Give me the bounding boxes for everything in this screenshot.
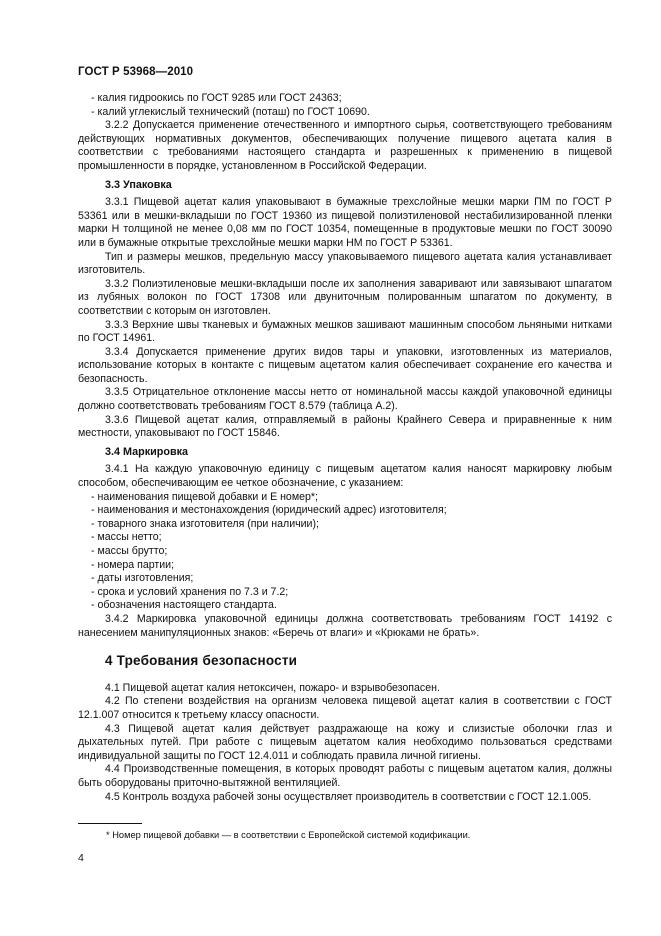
section-heading-4: 4 Требования безопасности	[105, 653, 298, 669]
paragraph-3-3-5: 3.3.5 Отрицательное отклонение массы нетто от номинальной массы каждой упаковочной единицы должно соответствовать требованиям ГОСТ 8.579 (таблица А.2).	[78, 386, 612, 413]
paragraph-3-3-1: 3.3.1 Пищевой ацетат калия упаковывают в бумажные трехслойные мешки марки ПМ по ГОСТ Р 53361 или в мешки-вкладыши по ГОСТ 19360 из пищевой полиэтиленовой нестабилизированной пленки марки Н толщиной не менее 0,08 мм по ГОСТ 10354, помещенные в продуктовые мешки по ГОСТ 30090 или в бумажные открытые трехслойные мешки марки НМ по ГОСТ Р 53361.	[78, 196, 612, 249]
paragraph-4-2: 4.2 По степени воздействия на организм человека пищевой ацетат калия в соответствии с ГОСТ 12.1.007 относится к третьему классу опасности.	[78, 695, 612, 721]
paragraph-3-3-6: 3.3.6 Пищевой ацетат калия, отправляемый в районы Крайнего Севера и приравненные к ним местности, упаковывают по ГОСТ 15846.	[78, 413, 612, 440]
list-item: - калий углекислый технический (поташ) по ГОСТ 10690.	[91, 105, 370, 118]
paragraph-4-5: 4.5 Контроль воздуха рабочей зоны осуществляет производитель в соответствии с ГОСТ 12.1.005.	[105, 790, 592, 803]
paragraph-3-3-2: 3.3.2 Полиэтиленовые мешки-вкладыши после их заполнения заваривают или завязывают шпагатом из лубяных волокон по ГОСТ 17308 или двуниточным полированным шпагатом по документу, в соответствии с которым он изготовлен.	[78, 277, 612, 317]
heading-3-4: 3.4 Маркировка	[105, 445, 189, 458]
paragraph-4-3: 4.3 Пищевой ацетат калия действует раздражающе на кожу и слизистые оболочки глаз и дыхательных путей. При работе с пищевым ацетатом калия необходимо пользоваться средствами индивидуальной защиты по ГОСТ 12.4.011 и соблюдать правила личной гигиены.	[78, 722, 612, 762]
paragraph-3-3-1b: Тип и размеры мешков, предельную массу упаковываемого пищевого ацетата калия устанавливает изготовитель.	[78, 250, 612, 277]
list-item: - наименования пищевой добавки и Е номер*;	[91, 490, 318, 503]
document-header: ГОСТ Р 53968—2010	[78, 66, 194, 78]
footnote: * Номер пищевой добавки — в соответствии с Европейской системой кодификации.	[106, 830, 471, 840]
list-item: - массы нетто;	[91, 531, 162, 544]
page-number: 4	[78, 852, 84, 864]
paragraph-3-2-2: 3.2.2 Допускается применение отечественного и импортного сырья, соответствующего требованиям действующих нормативных документов, обеспечивающих получение пищевого ацетата калия в соответствии с требованиями настоящего стандарта и разрешенных к применению в пищевой промышленности в порядке, установленном в Российской Федерации.	[78, 119, 612, 172]
list-item: - номера партии;	[91, 558, 175, 571]
paragraph-3-3-3: 3.3.3 Верхние швы тканевых и бумажных мешков зашивают машинным способом льняными нитками по ГОСТ 14961.	[78, 318, 612, 345]
footnote-divider	[78, 823, 142, 824]
list-item: - калия гидроокись по ГОСТ 9285 или ГОСТ 24363;	[91, 92, 342, 104]
paragraph-4-1: 4.1 Пищевой ацетат калия нетоксичен, пожаро- и взрывобезопасен.	[105, 681, 440, 694]
list-item: - массы брутто;	[91, 545, 168, 557]
heading-3-3: 3.3 Упаковка	[105, 178, 172, 191]
list-item: - обозначения настоящего стандарта.	[91, 599, 277, 612]
list-item: - срока и условий хранения по 7.3 и 7.2;	[91, 585, 289, 598]
paragraph-4-4: 4.4 Производственные помещения, в которых проводят работы с пищевым ацетатом калия, должны быть оборудованы приточно-вытяжной вентиляцией.	[78, 763, 612, 789]
paragraph-3-4-2: 3.4.2 Маркировка упаковочной единицы должна соответствовать требованиям ГОСТ 14192 с нанесением манипуляционных знаков: «Беречь от влаги» и «Крюками не брать».	[78, 612, 612, 639]
paragraph-3-3-4: 3.3.4 Допускается применение других видов тары и упаковки, изготовленных из материалов, использование которых в контакте с пищевым ацетатом калия обеспечивает сохранение его качества и безопасность.	[78, 345, 612, 385]
list-item: - наименования и местонахождения (юридический адрес) изготовителя;	[91, 504, 447, 517]
list-item: - даты изготовления;	[91, 572, 194, 585]
document-body	[78, 92, 612, 804]
list-item: - товарного знака изготовителя (при наличии);	[91, 517, 319, 530]
paragraph-3-4-1: 3.4.1 На каждую упаковочную единицу с пищевым ацетатом калия наносят маркировку любым способом, обеспечивающим ее четкое обозначение, с указанием:	[78, 463, 612, 490]
